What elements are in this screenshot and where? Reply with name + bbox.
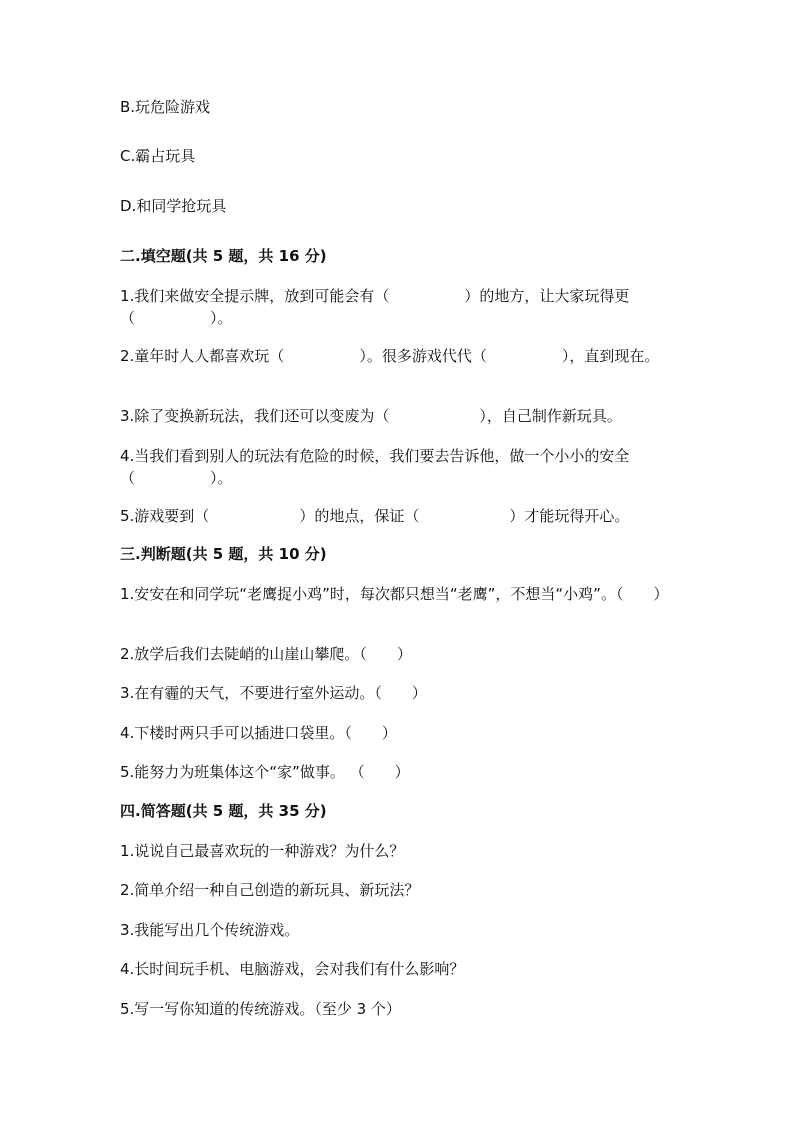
option-b: B.玩危险游戏 [120, 98, 211, 116]
short-answer-question-4: 4.长时间玩手机、电脑游戏，会对我们有什么影响？ [120, 960, 465, 978]
section-heading-true-false: 三.判断题(共 5 题，共 10 分) [120, 545, 327, 563]
section-heading-short-answer: 四.简答题(共 5 题，共 35 分) [120, 802, 327, 820]
true-false-question-4: 4.下楼时两只手可以插进口袋里。（ ） [120, 724, 397, 742]
fill-blank-question-2: 2.童年时人人都喜欢玩（ ）。很多游戏代代（ ），直到现在。 [120, 347, 660, 365]
fill-blank-question-1: 1.我们来做安全提示牌，放到可能会有（ ）的地方，让大家玩得更（ ）。 [120, 287, 630, 327]
short-answer-question-2: 2.简单介绍一种自己创造的新玩具、新玩法？ [120, 881, 420, 899]
true-false-question-1: 1.安安在和同学玩“老鹰捉小鸡”时，每次都只想当“老鹰”，不想当“小鸡”。（ ） [120, 585, 669, 603]
true-false-question-2: 2.放学后我们去陡峭的山崖山攀爬。（ ） [120, 645, 412, 663]
section-heading-fill-blank: 二.填空题(共 5 题，共 16 分) [120, 247, 327, 265]
true-false-question-5: 5.能努力为班集体这个“家”做事。 （ ） [120, 763, 410, 781]
short-answer-question-1: 1.说说自己最喜欢玩的一种游戏？为什么？ [120, 842, 405, 860]
short-answer-question-5: 5.写一写你知道的传统游戏。（至少 3 个） [120, 1000, 401, 1018]
option-d: D.和同学抢玩具 [120, 197, 227, 215]
fill-blank-question-3: 3.除了变换新玩法，我们还可以变废为（ ），自己制作新玩具。 [120, 407, 622, 425]
short-answer-question-3: 3.我能写出几个传统游戏。 [120, 921, 300, 939]
true-false-question-3: 3.在有霾的天气，不要进行室外运动。（ ） [120, 684, 427, 702]
fill-blank-question-5: 5.游戏要到（ ）的地点，保证（ ）才能玩得开心。 [120, 507, 630, 525]
option-c: C.霸占玩具 [120, 147, 196, 165]
fill-blank-question-4: 4.当我们看到别人的玩法有危险的时候，我们要去告诉他，做一个小小的安全（ ）。 [120, 447, 630, 487]
